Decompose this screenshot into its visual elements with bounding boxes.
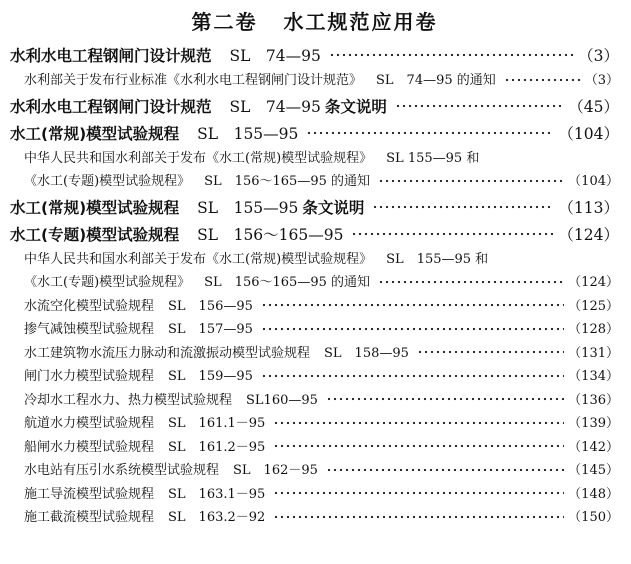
standard-code: SL 159—95: [168, 369, 253, 384]
dot-leader: [261, 322, 564, 335]
standard-code: SL 161.2－95: [168, 439, 266, 455]
page-number: （142）: [568, 439, 619, 455]
toc-entry-sub: [10, 508, 619, 532]
toc-entry-sub: [10, 485, 619, 509]
dot-leader: [261, 369, 564, 382]
dot-leader: [395, 98, 564, 114]
standard-code: SL 156～165—95 的通知: [204, 275, 370, 290]
entry-title: 水利水电工程钢闸门设计规范: [10, 97, 212, 116]
entry-title: 中华人民共和国水利部关于发布《水工(常规)模型试验规程》: [24, 150, 373, 166]
standard-code: SL 155—95: [197, 198, 299, 217]
toc-entry-main: [10, 44, 619, 71]
toc-entry-sub: [10, 250, 619, 274]
standard-code: SL 161.1－95: [168, 416, 266, 431]
toc-entry-sub: [10, 438, 619, 462]
standard-code: SL 158—95: [324, 345, 409, 361]
entry-title: 水工(常规)模型试验规程: [10, 124, 180, 143]
page-number: （104）: [568, 174, 619, 189]
dot-leader: [273, 440, 564, 453]
page-number: （124）: [558, 225, 619, 244]
entry-title: 闸门水力模型试验规程: [24, 369, 155, 384]
standard-code: SL160—95: [246, 392, 318, 408]
entry-title: 施工截流模型试验规程: [24, 510, 155, 525]
toc-entry-sub: [10, 172, 619, 196]
dot-leader: [326, 463, 564, 476]
toc-entry-sub: [10, 344, 619, 368]
dot-leader: [329, 48, 574, 64]
dot-leader: [351, 226, 554, 242]
dot-leader: [273, 416, 564, 429]
standard-code: SL 157—95: [168, 322, 253, 337]
dot-leader: [273, 510, 564, 523]
standard-code: SL 74—95: [229, 97, 321, 116]
entry-title: 水流空化模型试验规程: [24, 298, 155, 314]
toc-entry-main: [10, 122, 619, 149]
standard-code: SL 155—95 和: [386, 150, 480, 166]
entry-title: 水工(常规)模型试验规程: [10, 198, 180, 217]
entry-title: 航道水力模型试验规程: [24, 416, 155, 431]
dot-leader: [378, 275, 564, 288]
dot-leader: [273, 487, 564, 500]
volume-name: 水工规范应用卷: [283, 10, 438, 34]
toc-entry-sub: [10, 414, 619, 438]
standard-code: SL 156～165—95 的通知: [204, 174, 370, 189]
table-of-contents: [10, 44, 619, 532]
standard-code: SL 155—95: [197, 124, 299, 143]
entry-title: 水电站有压引水系统模型试验规程: [24, 463, 220, 478]
dot-leader: [372, 199, 554, 215]
toc-entry-sub: [10, 297, 619, 321]
entry-title: 水利部关于发布行业标准《水利水电工程钢闸门设计规范》: [24, 73, 363, 88]
standard-code: SL 74—95 的通知: [376, 73, 496, 88]
toc-entry-sub: [10, 391, 619, 415]
page-number: （150）: [568, 510, 619, 525]
standard-code: SL 163.1－95: [168, 486, 266, 502]
standard-code: SL 163.2－92: [168, 510, 266, 525]
standard-code: SL 74—95: [229, 47, 321, 65]
page-number: （3）: [584, 73, 619, 88]
toc-entry-sub: [10, 461, 619, 485]
standard-code: SL 156～165—95: [197, 225, 344, 244]
dot-leader: [504, 73, 581, 86]
toc-entry-sub: [10, 273, 619, 297]
page-number: （139）: [568, 416, 619, 431]
page-number: （134）: [568, 369, 619, 384]
entry-title: 《水工(专题)模型试验规程》: [24, 174, 191, 189]
entry-title: 冷却水工程水力、热力模型试验规程: [24, 392, 233, 408]
volume-number: 第二卷: [191, 10, 258, 34]
toc-entry-main: [10, 223, 619, 250]
page-number: （145）: [568, 463, 619, 478]
toc-entry-main: [10, 196, 619, 223]
entry-title: 掺气减蚀模型试验规程: [24, 322, 155, 337]
entry-title: 《水工(专题)模型试验规程》: [24, 275, 191, 290]
standard-code: SL 156—95: [168, 298, 253, 314]
entry-title: 水利水电工程钢闸门设计规范: [10, 47, 212, 65]
page-number: （3）: [578, 47, 619, 65]
page-number: （124）: [568, 275, 619, 290]
volume-title: [10, 0, 619, 44]
page-number: （125）: [568, 298, 619, 314]
dot-leader: [326, 393, 564, 406]
page-number: （45）: [568, 97, 619, 116]
toc-entry-main: [10, 95, 619, 122]
dot-leader: [261, 299, 564, 312]
entry-title: 中华人民共和国水利部关于发布《水工(常规)模型试验规程》: [24, 251, 373, 267]
page-number: （104）: [558, 124, 619, 143]
dot-leader: [417, 346, 564, 359]
dot-leader: [378, 174, 564, 187]
toc-entry-sub: [10, 367, 619, 391]
entry-title: 船闸水力模型试验规程: [24, 439, 155, 455]
standard-code: SL 155—95 和: [386, 251, 489, 267]
standard-code: SL 162－95: [233, 463, 318, 478]
page-number: （113）: [558, 198, 619, 217]
page-number: （148）: [568, 486, 619, 502]
page-number: （131）: [568, 345, 619, 361]
entry-title: 施工导流模型试验规程: [24, 486, 155, 502]
entry-note: 条文说明: [302, 198, 365, 217]
entry-title: 水工(专题)模型试验规程: [10, 225, 180, 244]
entry-title: 水工建筑物水流压力脉动和流激振动模型试验规程: [24, 345, 311, 361]
entry-note: 条文说明: [324, 97, 387, 116]
page-number: （136）: [568, 392, 619, 408]
dot-leader: [306, 125, 554, 141]
toc-entry-sub: [10, 320, 619, 344]
toc-entry-sub: [10, 149, 619, 173]
toc-entry-sub: [10, 71, 619, 95]
page-number: （128）: [568, 322, 619, 337]
